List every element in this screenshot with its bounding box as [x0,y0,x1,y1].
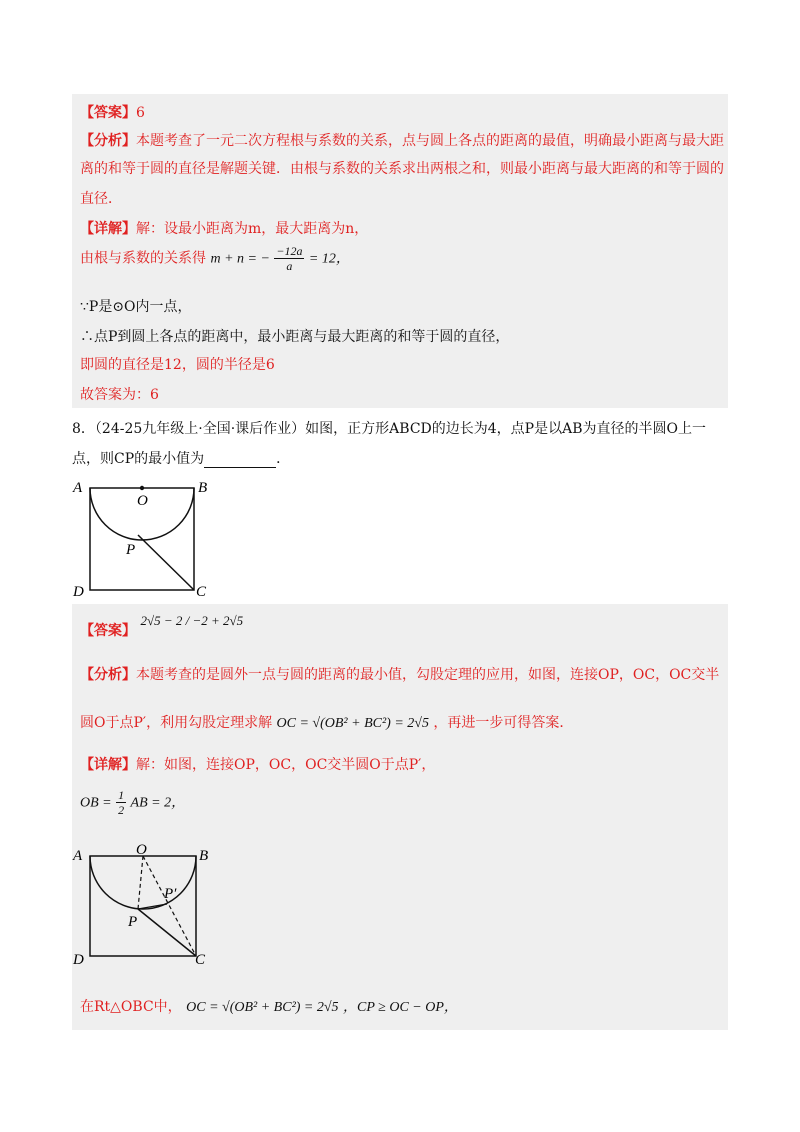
ob-lhs: OB = [80,795,112,811]
analysis-text-b2b: ，再进一步可得答案． [433,715,574,731]
formula-rhs: = 12， [308,251,350,267]
question-line-1: 8．（24-25九年级上·全国·课后作业）如图，正方形ABCD的边长为4，点P是以AB为直径的半圆O上一 [72,421,706,437]
label-a-2: A [73,848,83,864]
answer-block-1 [72,94,728,408]
label-o: O [137,493,148,509]
segment-cp-2 [138,909,196,956]
label-d: D [73,584,84,600]
label-a: A [73,480,83,496]
ob-rhs: AB = 2， [130,795,186,811]
figure-square-semicircle-2 [72,840,222,970]
analysis-line-2: 离的和等于圆的直径是解题关键．由根与系数的关系求出两根之和，则最小距离与最大距离的和等于圆的 [80,161,724,177]
analysis-line-1 [80,130,724,150]
label-p: P [126,542,136,558]
label-d-2: D [73,952,84,968]
detail-line-6: 故答案为：6 [80,387,159,403]
analysis-label-2: 【分析】 [80,667,136,683]
detail-line-b3 [80,996,458,1016]
label-c: C [196,584,207,600]
answer-value: 6 [136,105,145,121]
question-end-punct: ． [276,451,291,467]
fraction-numerator: −12a [276,244,303,258]
label-o-2: O [136,842,147,858]
detail-text-1: 解：设最小距离为m，最大距离为n， [136,221,369,237]
detail-line-b1 [80,754,435,774]
answer-blank [204,453,276,468]
oc-formula: OC = √(OB² + BC²) = 2√5 [186,1000,339,1015]
segment-cp [138,535,194,590]
analysis-text-1: 本题考查了一元二次方程根与系数的关系，点与圆上各点的距离的最值，明确最小距离与最大距 [136,133,724,149]
detail-line-2 [80,244,350,273]
answer-line [80,102,145,122]
detail-line-4: ∴点P到圆上各点的距离中，最小距离与最大距离的和等于圆的直径， [80,329,510,345]
answer-label: 【答案】 [80,105,136,121]
figure-square-semicircle [68,478,218,603]
analysis-formula: OC = √(OB² + BC²) = 2√5 [276,716,429,731]
semicircle-2 [90,856,196,909]
detail-line-3: ∵P是⊙O内一点， [80,299,192,315]
center-point-o [140,486,144,490]
cp-inequality: ，CP ≥ OC − OP， [343,1000,458,1015]
label-p-2: P [128,914,138,930]
detail-text-b3a: 在Rt△OBC中， [80,999,182,1015]
analysis-label: 【分析】 [80,133,136,149]
detail-label-2: 【详解】 [80,757,136,773]
detail-line-b2 [80,788,185,817]
analysis-line-3: 直径． [80,191,122,207]
detail-line-1 [80,218,368,238]
detail-text-b1: 解：如图，连接OP，OC，OC交半圆O于点P′， [136,757,436,773]
label-c-2: C [195,952,206,968]
answer-block-2 [72,604,728,1030]
question-text-2: 点，则CP的最小值为 [72,451,205,467]
fraction-denominator: a [286,259,293,273]
question-line-2 [72,448,290,468]
formula-lhs: m + n = − [210,251,270,267]
half-denominator: 2 [118,803,125,817]
analysis-line-b2 [80,712,573,732]
segment-op [138,856,143,909]
label-p-prime: P′ [164,886,177,902]
answer-line-2 [80,613,244,640]
label-b-2: B [199,848,209,864]
answer-value-2: 2√5 − 2 / −2 + 2√5 [140,613,244,628]
detail-label: 【详解】 [80,221,136,237]
answer-label-2: 【答案】 [80,623,136,639]
detail-text-2: 由根与系数的关系得 [80,250,206,267]
half-numerator: 1 [118,788,125,802]
half-fraction [116,788,126,817]
square-abcd-2 [90,856,196,956]
label-b: B [198,480,208,496]
analysis-text-b1: 本题考查的是圆外一点与圆的距离的最小值，勾股定理的应用，如图，连接OP，OC，OC交半 [136,667,720,683]
formula-fraction [274,244,304,273]
analysis-text-b2a: 圆O于点P′，利用勾股定理求解 [80,715,273,731]
analysis-line-b1 [80,664,719,684]
detail-line-5: 即圆的直径是12，圆的半径是6 [80,357,275,373]
segment-oc [143,856,196,956]
